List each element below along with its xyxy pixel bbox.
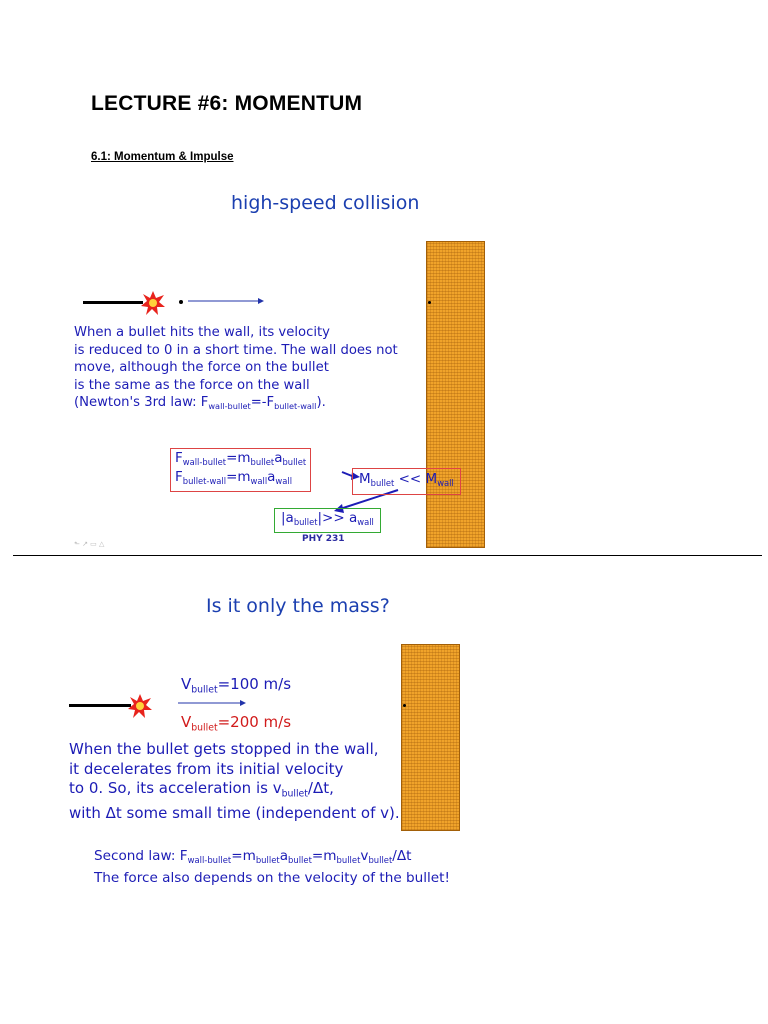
slide1-body-line: When a bullet hits the wall, its velocity bbox=[74, 325, 330, 340]
mass-op: << M bbox=[394, 471, 438, 487]
sl-f: /Δt bbox=[392, 848, 412, 864]
slide2-body-line bbox=[69, 779, 400, 804]
mass-comparison-box bbox=[352, 468, 461, 495]
slide1-title: high-speed collision bbox=[231, 192, 420, 214]
velocity1-sub: bullet bbox=[191, 684, 218, 696]
mass-b-sub: wall bbox=[437, 477, 454, 488]
sl-s1: wall-bullet bbox=[187, 854, 232, 865]
velocity-100 bbox=[181, 675, 291, 699]
velocity-200 bbox=[181, 713, 291, 737]
velocity2-a: V bbox=[181, 713, 192, 731]
accel-a: |a bbox=[281, 510, 294, 526]
newton-law-suffix: ). bbox=[316, 395, 326, 410]
second-law-block bbox=[94, 847, 450, 887]
eq1-c-sub: bullet bbox=[282, 456, 307, 467]
force-equations-box bbox=[170, 448, 311, 492]
section-heading: 6.1: Momentum & Impulse bbox=[91, 151, 234, 163]
newton-law-sub2: bullet-wall bbox=[274, 400, 317, 411]
eq1-b: =m bbox=[226, 450, 251, 466]
line3-a: to 0. So, its acceleration is v bbox=[69, 779, 282, 797]
eq2-c: a bbox=[267, 468, 276, 485]
eq1-a-sub: wall-bullet bbox=[182, 456, 227, 467]
eq2-b-sub: wall bbox=[250, 475, 268, 486]
slide2-body-line: it decelerates from its initial velocity bbox=[69, 759, 344, 778]
slide2-body-line: with Δt some small time (independent of v). bbox=[69, 803, 400, 822]
acceleration-comparison-box bbox=[274, 508, 381, 533]
eq1-a: F bbox=[175, 450, 183, 466]
accel-b-sub: wall bbox=[357, 516, 374, 527]
slide1-body bbox=[74, 324, 398, 415]
velocity1-rest: =100 m/s bbox=[217, 675, 292, 693]
sl-s4: bullet bbox=[336, 854, 361, 865]
accel-a-sub: bullet bbox=[293, 516, 318, 527]
slide1-body-line: is the same as the force on the wall bbox=[74, 377, 310, 393]
eq1-b-sub: bullet bbox=[250, 456, 275, 467]
force-equation-1 bbox=[175, 451, 306, 470]
sl-d: =m bbox=[311, 848, 337, 864]
velocity2-sub: bullet bbox=[191, 722, 218, 734]
slide1-footer: PHY 231 bbox=[302, 534, 345, 544]
accel-op: |>> a bbox=[317, 510, 358, 526]
slide2-title: Is it only the mass? bbox=[206, 595, 390, 617]
eq2-b: =m bbox=[226, 468, 251, 485]
slide-is-it-only-the-mass bbox=[60, 575, 530, 905]
force-equation-2 bbox=[175, 470, 306, 489]
mass-a-sub: bullet bbox=[370, 477, 395, 488]
slide-high-speed-collision bbox=[60, 186, 500, 548]
slide-toolbar-icons: ⬑ ↗ ▭ △ bbox=[74, 540, 105, 548]
slide1-body-line: move, although the force on the bullet bbox=[74, 360, 329, 375]
sl-s2: bullet bbox=[255, 854, 280, 865]
newton-law-mid: =-F bbox=[250, 395, 275, 410]
sl-c: a bbox=[279, 848, 289, 864]
line3-sub: bullet bbox=[281, 788, 308, 800]
velocity2-rest: =200 m/s bbox=[217, 713, 292, 731]
newton-law-sub1: wall-bullet bbox=[208, 400, 251, 411]
sl-e: v bbox=[360, 848, 369, 864]
mass-a: M bbox=[359, 471, 371, 487]
document-title: LECTURE #6: MOMENTUM bbox=[91, 92, 363, 115]
second-law-line bbox=[94, 847, 450, 869]
sl-s5: bullet bbox=[368, 854, 393, 865]
line3-rest: /Δt, bbox=[307, 779, 334, 797]
sl-s3: bullet bbox=[288, 854, 312, 865]
slide2-body bbox=[69, 740, 400, 823]
sl-b: =m bbox=[231, 848, 256, 864]
slide1-body-line: is reduced to 0 in a short time. The wall does not bbox=[74, 342, 398, 358]
eq1-c: a bbox=[274, 450, 283, 466]
velocity1-a: V bbox=[181, 675, 192, 693]
newton-third-law-line bbox=[74, 394, 398, 415]
sl-a: Second law: F bbox=[94, 848, 188, 864]
page-divider bbox=[13, 555, 762, 556]
slide2-body-line: When the bullet gets stopped in the wall, bbox=[69, 740, 379, 758]
eq2-a-sub: bullet-wall bbox=[182, 475, 227, 486]
eq2-a: F bbox=[175, 468, 183, 485]
conclusion-line: The force also depends on the velocity of the bullet! bbox=[94, 869, 450, 886]
eq2-c-sub: wall bbox=[275, 475, 293, 486]
newton-law-prefix: (Newton's 3rd law: F bbox=[74, 395, 209, 410]
